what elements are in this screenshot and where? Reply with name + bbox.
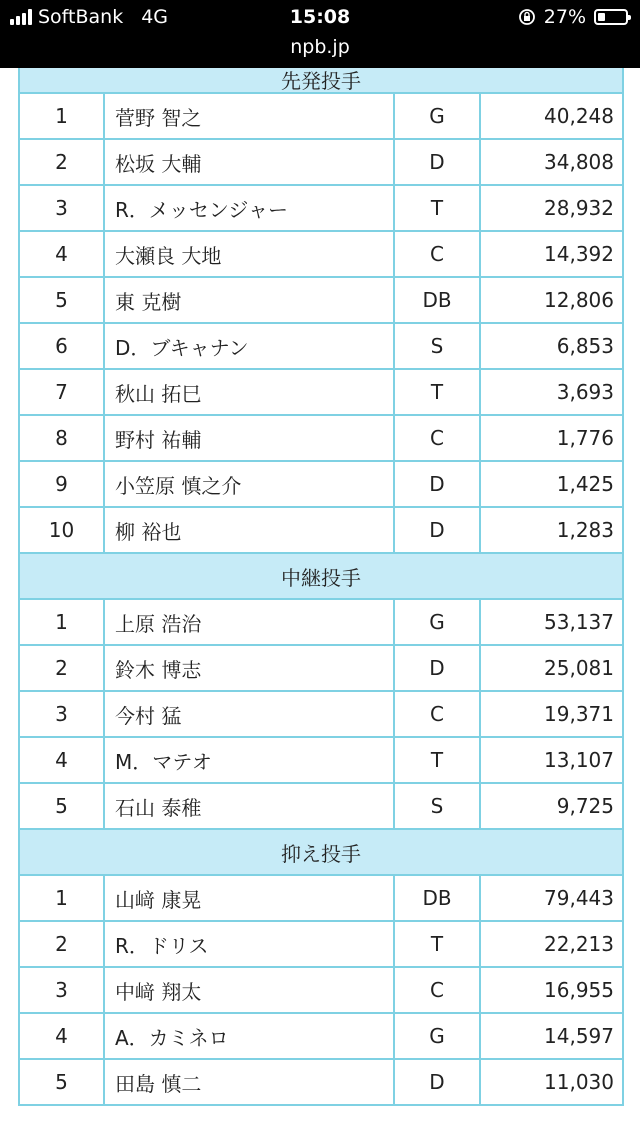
team-cell: D [394,139,480,185]
player-name-cell: 菅野 智之 [104,93,394,139]
votes-cell: 14,392 [480,231,623,277]
table-row [19,461,623,507]
table-row [19,1059,623,1105]
rotation-lock-icon [518,8,536,26]
table-row [19,783,623,829]
section-header [19,829,623,875]
votes-cell: 28,932 [480,185,623,231]
rank-cell: 1 [19,599,104,645]
team-cell: T [394,921,480,967]
team-cell: T [394,369,480,415]
page-url: npb.jp [290,36,350,58]
votes-cell: 34,808 [480,139,623,185]
player-name-cell: 柳 裕也 [104,507,394,553]
carrier-name: SoftBank [38,6,124,28]
votes-cell: 40,248 [480,93,623,139]
rank-cell: 3 [19,967,104,1013]
rank-cell: 5 [19,277,104,323]
votes-cell: 79,443 [480,875,623,921]
player-name-cell: M．マテオ [104,737,394,783]
rank-cell: 10 [19,507,104,553]
team-cell: DB [394,277,480,323]
status-bar [0,0,640,68]
player-name-cell: A．カミネロ [104,1013,394,1059]
team-cell: D [394,461,480,507]
table-row [19,1013,623,1059]
table-row [19,369,623,415]
rank-cell: 8 [19,415,104,461]
player-name-cell: 今村 猛 [104,691,394,737]
team-cell: G [394,1013,480,1059]
player-name-cell: R．メッセンジャー [104,185,394,231]
rank-cell: 1 [19,93,104,139]
player-name-cell: 山﨑 康晃 [104,875,394,921]
rank-cell: 4 [19,1013,104,1059]
player-name-cell: R．ドリス [104,921,394,967]
voting-results-table [18,58,624,1106]
votes-cell: 11,030 [480,1059,623,1105]
rank-cell: 2 [19,139,104,185]
rank-cell: 9 [19,461,104,507]
rank-cell: 7 [19,369,104,415]
rank-cell: 6 [19,323,104,369]
table-row [19,231,623,277]
table-row [19,737,623,783]
player-name-cell: 大瀬良 大地 [104,231,394,277]
table-row [19,323,623,369]
votes-cell: 1,776 [480,415,623,461]
table-row [19,875,623,921]
player-name-cell: 秋山 拓巳 [104,369,394,415]
team-cell: DB [394,875,480,921]
votes-cell: 1,283 [480,507,623,553]
votes-cell: 16,955 [480,967,623,1013]
table-row [19,599,623,645]
network-type: 4G [141,6,169,28]
status-bar-right [518,6,628,28]
votes-cell: 9,725 [480,783,623,829]
rank-cell: 5 [19,1059,104,1105]
team-cell: G [394,93,480,139]
player-name-cell: 上原 浩治 [104,599,394,645]
table-row [19,967,623,1013]
votes-cell: 53,137 [480,599,623,645]
votes-cell: 6,853 [480,323,623,369]
voting-results-body [19,59,623,1105]
votes-cell: 14,597 [480,1013,623,1059]
rank-cell: 3 [19,691,104,737]
clock: 15:08 [289,6,351,28]
section-title: 抑え投手 [19,829,623,875]
section-title: 中継投手 [19,553,623,599]
player-name-cell: 石山 泰稚 [104,783,394,829]
player-name-cell: 野村 祐輔 [104,415,394,461]
table-row [19,691,623,737]
team-cell: G [394,599,480,645]
rank-cell: 2 [19,921,104,967]
table-row [19,921,623,967]
table-row [19,415,623,461]
player-name-cell: 田島 慎二 [104,1059,394,1105]
team-cell: D [394,645,480,691]
rank-cell: 1 [19,875,104,921]
votes-cell: 19,371 [480,691,623,737]
votes-cell: 3,693 [480,369,623,415]
table-row [19,277,623,323]
player-name-cell: 鈴木 博志 [104,645,394,691]
battery-percentage: 27% [543,6,586,28]
team-cell: T [394,737,480,783]
team-cell: D [394,507,480,553]
team-cell: C [394,691,480,737]
team-cell: C [394,967,480,1013]
votes-cell: 13,107 [480,737,623,783]
player-name-cell: 中﨑 翔太 [104,967,394,1013]
table-row [19,93,623,139]
votes-cell: 25,081 [480,645,623,691]
team-cell: C [394,231,480,277]
player-name-cell: 小笠原 慎之介 [104,461,394,507]
player-name-cell: D．ブキャナン [104,323,394,369]
team-cell: D [394,1059,480,1105]
votes-cell: 1,425 [480,461,623,507]
rank-cell: 3 [19,185,104,231]
table-row [19,507,623,553]
rank-cell: 4 [19,231,104,277]
votes-cell: 22,213 [480,921,623,967]
team-cell: S [394,783,480,829]
rank-cell: 2 [19,645,104,691]
table-row [19,645,623,691]
player-name-cell: 松坂 大輔 [104,139,394,185]
section-header [19,553,623,599]
team-cell: S [394,323,480,369]
rank-cell: 5 [19,783,104,829]
votes-cell: 12,806 [480,277,623,323]
battery-icon [594,9,628,25]
player-name-cell: 東 克樹 [104,277,394,323]
team-cell: T [394,185,480,231]
table-row [19,185,623,231]
table-row [19,139,623,185]
rank-cell: 4 [19,737,104,783]
team-cell: C [394,415,480,461]
section-title: 先発投手 [19,59,623,93]
